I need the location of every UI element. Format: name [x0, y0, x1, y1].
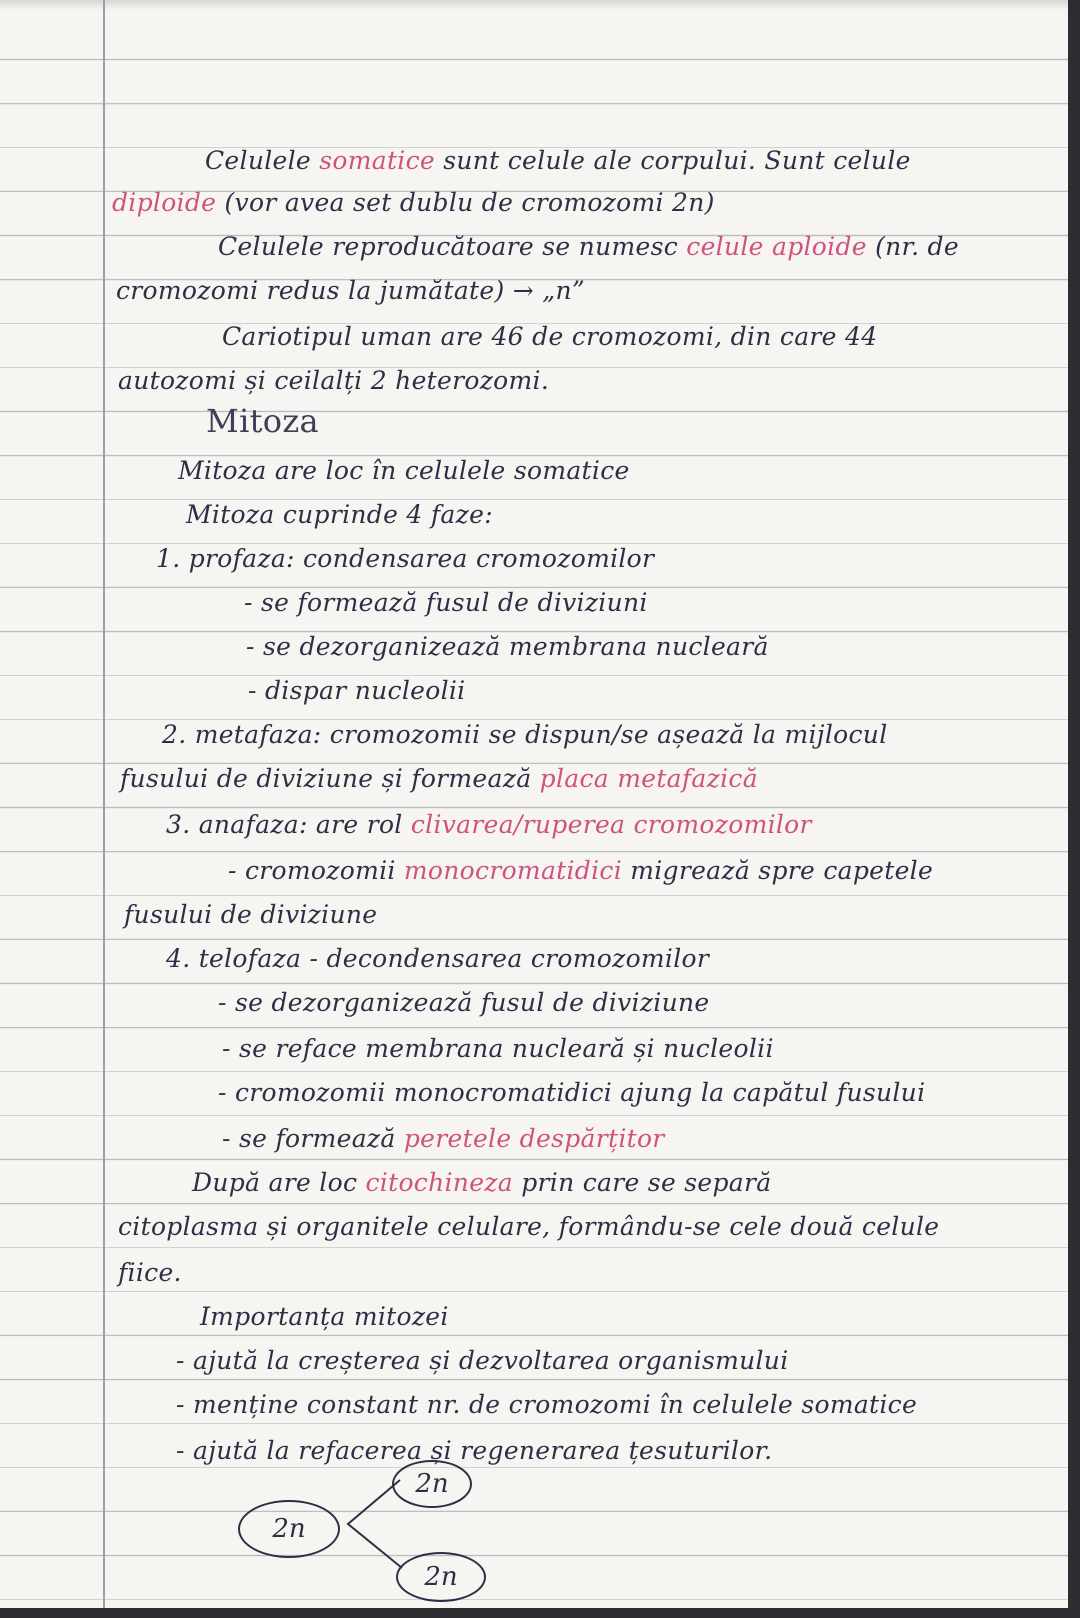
line-16: [228, 856, 933, 886]
highlight-text: somatice: [319, 146, 435, 175]
text: După are loc: [192, 1168, 366, 1197]
line-20: - se reface membrana nucleară și nucleolii: [222, 1034, 774, 1063]
text: sunt celule ale corpului. Sunt celule: [434, 146, 911, 175]
line-27: - ajută la creșterea și dezvoltarea organismului: [176, 1346, 789, 1375]
line-2: [112, 188, 715, 218]
line-15: [166, 810, 812, 840]
highlight-text: placa metafazică: [539, 764, 758, 793]
line-29: - ajută la refacerea și regenerarea țesuturilor.: [176, 1436, 773, 1465]
line-18: 4. telofaza - decondensarea cromozomilor: [166, 944, 710, 973]
text: Celulele: [205, 146, 320, 175]
daughter-cell-top-circle: [392, 1460, 472, 1508]
text: - cromozomii: [228, 856, 404, 885]
line-5: Cariotipul uman are 46 de cromozomi, din care 44: [222, 322, 878, 351]
line-21: - cromozomii monocromatidici ajung la capătul fusului: [218, 1078, 926, 1107]
line-26: Importanța mitozei: [200, 1302, 449, 1331]
line-13: 2. metafaza: cromozomii se dispun/se așează la mijlocul: [162, 720, 888, 749]
highlight-text: citochineza: [365, 1168, 513, 1197]
section-title: Mitoza: [206, 402, 319, 440]
text: migrează spre capetele: [621, 856, 934, 885]
line-7: Mitoza are loc în celulele somatice: [178, 456, 630, 485]
line-8: Mitoza cuprinde 4 faze:: [186, 500, 493, 529]
line-10: - se formează fusul de diviziuni: [244, 588, 648, 617]
line-6: autozomi și ceilalți 2 heterozomi.: [118, 366, 550, 395]
highlight-text: peretele despărțitor: [403, 1124, 665, 1153]
highlight-text: celule aploide: [686, 232, 867, 261]
line-25: fiice.: [118, 1258, 182, 1287]
line-11: - se dezorganizează membrana nucleară: [246, 632, 769, 661]
line-14: [120, 764, 758, 794]
line-1: [205, 146, 911, 176]
text: (nr. de: [866, 232, 959, 261]
line-23: [192, 1168, 771, 1198]
line-28: - menține constant nr. de cromozomi în celulele somatice: [176, 1390, 918, 1419]
highlight-text: diploide: [112, 188, 217, 217]
daughter-cell-bottom-label: 2n: [424, 1562, 458, 1592]
margin-line: [103, 0, 105, 1608]
text: 3. anafaza: are rol: [166, 810, 411, 839]
page-top-shadow: [0, 0, 1068, 10]
line-24: citoplasma și organitele celulare, formându-se cele două celule: [118, 1212, 940, 1241]
line-9: 1. profaza: condensarea cromozomilor: [156, 544, 655, 573]
parent-cell-label: 2n: [272, 1514, 306, 1544]
highlight-text: monocromatidici: [403, 856, 622, 885]
daughter-cell-bottom-circle: [396, 1552, 486, 1602]
line-19: - se dezorganizează fusul de diviziune: [218, 988, 710, 1017]
line-3: [218, 232, 959, 262]
text: - se formează: [222, 1124, 404, 1153]
highlight-text: clivarea/ruperea cromozomilor: [410, 810, 812, 839]
division-branch-line: [348, 1480, 402, 1568]
text: Celulele reproducătoare se numesc: [218, 232, 687, 261]
text: prin care se separă: [512, 1168, 772, 1197]
parent-cell-circle: [238, 1500, 340, 1558]
text: fusului de diviziune și formează: [120, 764, 540, 793]
line-17: fusului de diviziune: [124, 900, 378, 929]
line-22: [222, 1124, 665, 1154]
daughter-cell-top-label: 2n: [415, 1469, 449, 1499]
line-4: cromozomi redus la jumătate) → „n”: [116, 276, 585, 305]
text: (vor avea set dublu de cromozomi 2n): [216, 188, 715, 217]
line-12: - dispar nucleolii: [248, 676, 466, 705]
